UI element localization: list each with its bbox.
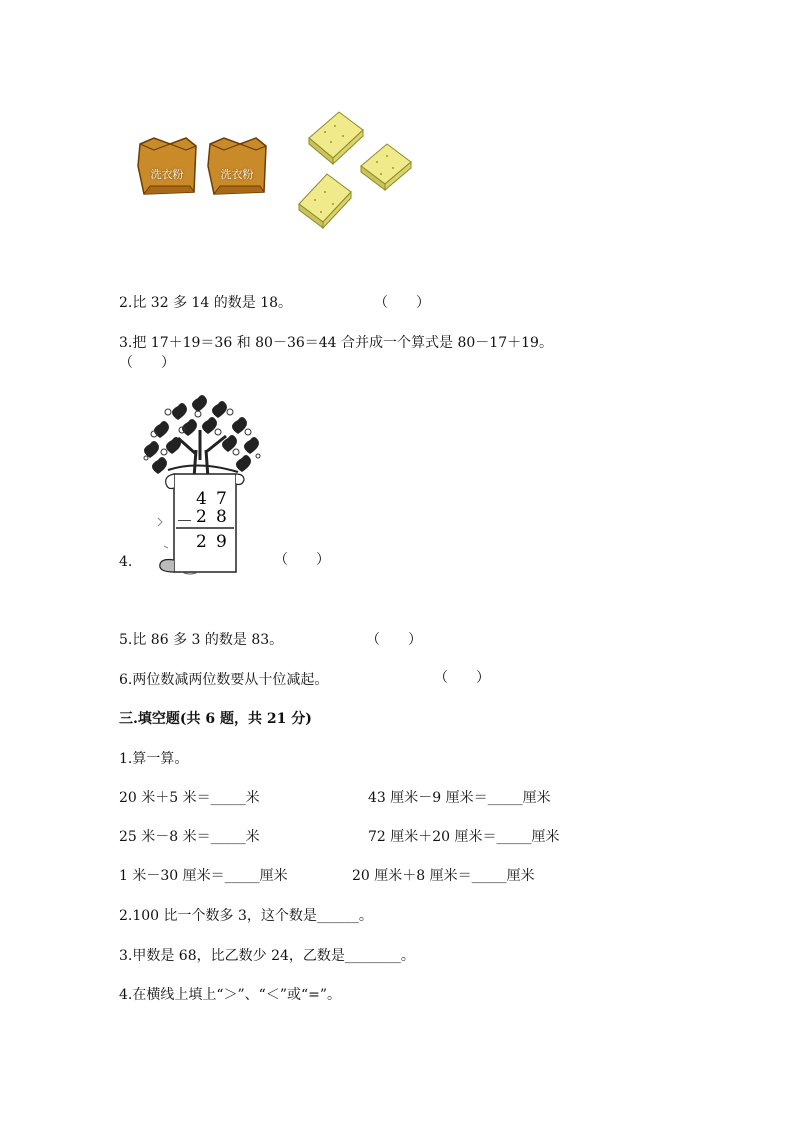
- judge-q5-answer-paren: （ ）: [366, 632, 422, 648]
- vertical-top-ones: 7: [216, 489, 227, 509]
- detergent-bag-2-label: 洗衣粉: [220, 168, 254, 181]
- fill-q1-row1-right: 43 厘米－9 厘米＝_____厘米: [368, 790, 551, 806]
- fill-q1-row1-left: 20 米＋5 米＝_____米: [119, 790, 260, 806]
- judge-q3-text: 3.把 17＋19＝36 和 80－36＝44 合并成一个算式是 80－17＋19。: [119, 335, 553, 351]
- fill-q2: 2.100 比一个数多 3，这个数是______。: [119, 908, 373, 924]
- judge-q5: [119, 631, 283, 649]
- judge-q2-text: 2.比 32 多 14 的数是 18。: [119, 295, 293, 311]
- fill-q1-row3-right: 20 厘米＋8 厘米＝_____厘米: [352, 868, 535, 884]
- judge-q2: [119, 294, 292, 312]
- vertical-top-tens: 4: [196, 489, 207, 509]
- fill-q1-row2-right: 72 厘米＋20 厘米＝_____厘米: [368, 829, 560, 845]
- fill-q1-title: 1.算一算。: [119, 751, 189, 767]
- judge-q4-number: 4.: [119, 554, 133, 570]
- heart-tree-icon: [138, 390, 270, 582]
- vertical-result-tens: 2: [196, 532, 207, 552]
- fill-q1-row2-left: 25 米－8 米＝_____米: [119, 829, 260, 845]
- judge-q3: [119, 334, 553, 352]
- fill-q3: 3.甲数是 68，比乙数少 24，乙数是________。: [119, 948, 415, 964]
- judge-q5-text: 5.比 86 多 3 的数是 83。: [119, 632, 284, 648]
- section3-heading: 三.填空题(共 6 题，共 21 分): [119, 711, 312, 727]
- vertical-operator: －: [176, 512, 193, 532]
- fill-q4: 4.在横线上填上“＞”、“＜”或“=”。: [119, 987, 342, 1003]
- judge-q2-answer-paren: （ ）: [374, 295, 430, 311]
- soap-bars-icon: [295, 108, 420, 233]
- vertical-middle-tens: 2: [196, 507, 207, 527]
- fill-q1-row3-left: 1 米－30 厘米＝_____厘米: [119, 868, 288, 884]
- vertical-result-ones: 9: [216, 532, 227, 552]
- detergent-bag-1: [136, 136, 200, 198]
- judge-q6: [119, 671, 328, 689]
- detergent-soap-picture: [130, 108, 430, 238]
- detergent-bag-2: [206, 136, 270, 198]
- judge-q6-text: 6.两位数减两位数要从十位减起。: [119, 672, 329, 688]
- tree-scroll-figure: [138, 390, 270, 582]
- detergent-bag-1-label: 洗衣粉: [150, 168, 184, 181]
- judge-q4-answer-paren: （ ）: [274, 552, 330, 568]
- judge-q3-answer-paren: （ ）: [119, 355, 175, 371]
- vertical-middle-ones: 8: [216, 507, 227, 527]
- judge-q6-answer-paren: （ ）: [434, 670, 490, 686]
